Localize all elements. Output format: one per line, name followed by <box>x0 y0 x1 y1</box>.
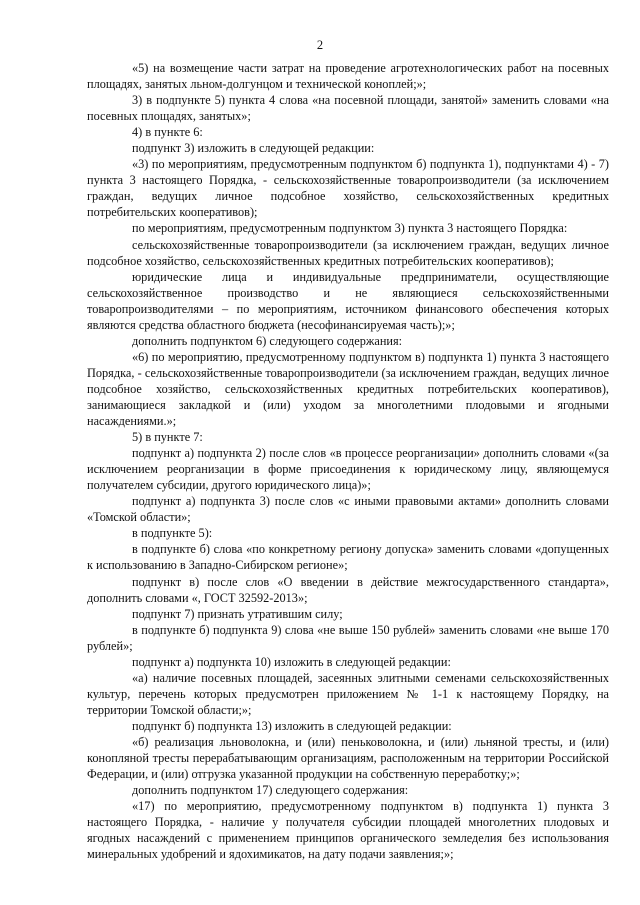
paragraph: «5) на возмещение части затрат на проведение агротехнологических работ на посевных площадях, занятых льном-долгунцом и технической коноплей;»; <box>87 61 609 92</box>
paragraph: юридические лица и индивидуальные предприниматели, осуществляющие сельскохозяйственное производство и не являющиеся сельскохозяйственными товаропроизводителями – по мероприятиям, источником финансового обеспечения которых являются средства областного бюджета (несофинансируемая часть);»; <box>87 269 609 332</box>
paragraph: 4) в пункте 6: <box>132 125 203 140</box>
paragraph: подпункт в) после слов «О введении в действие межгосударственного стандарта», дополнить словами «, ГОСТ 32592-2013»; <box>87 574 609 605</box>
paragraph: дополнить подпунктом 6) следующего содержания: <box>132 333 403 348</box>
paragraph: «б) реализация льноволокна, и (или) пеньковолокна, и (или) льняной тресты, и (или) конопляной тресты перерабатывающим организациям, расположенным на территории Российской Федерации, и (или) отгрузка указанной продукции на собственную переработку;»; <box>87 734 609 782</box>
paragraph: подпункт а) подпункта 3) после слов «с иными правовыми актами» дополнить словами «Томской области»; <box>87 494 609 525</box>
paragraph: «17) по мероприятию, предусмотренному подпунктом в) подпункта 1) пункта 3 настоящего Порядка, - наличие у получателя субсидии площадей многолетних плодовых и ягодных насаждений с применением принципов органического земледелия без использования минеральных удобрений и ядохимикатов, на дату подачи заявления;»; <box>87 799 609 862</box>
paragraph: подпункт 3) изложить в следующей редакции: <box>132 141 375 156</box>
paragraph: «а) наличие посевных площадей, засеянных элитными семенами сельскохозяйственных культур, перечень которых предусмотрен приложением № 1-1 к настоящему Порядку, на территории Томской области;»; <box>87 670 609 717</box>
paragraph: по мероприятиям, предусмотренным подпунктом 3) пункта 3 настоящего Порядка: <box>132 221 568 236</box>
paragraph: в подпункте б) подпункта 9) слова «не выше 150 рублей» заменить словами «не выше 170 рублей»; <box>87 622 609 653</box>
paragraph: подпункт 7) признать утратившим силу; <box>132 606 343 621</box>
paragraph: в подпункте 5): <box>132 526 213 541</box>
paragraph: подпункт б) подпункта 13) изложить в следующей редакции: <box>132 718 452 733</box>
paragraph: «6) по мероприятию, предусмотренному подпунктом в) подпункта 1) пункта 3 настоящего Порядка, - сельскохозяйственные товаропроизводители (за исключением граждан, ведущих личное подсобное хозяйство, сельскохозяйственных кредитных потребительских кооперативов), занимающиеся закладкой и (или) уходом за многолетними плодовыми и ягодными насаждениями.»; <box>87 349 609 429</box>
paragraph: подпункт а) подпункта 10) изложить в следующей редакции: <box>132 654 451 669</box>
paragraph: 5) в пункте 7: <box>132 430 203 445</box>
paragraph: «3) по мероприятиям, предусмотренным подпунктом б) подпункта 1), подпунктами 4) - 7) пункта 3 настоящего Порядка, - сельскохозяйственные товаропроизводители (за исключением граждан, ведущих личное подсобное хозяйство, сельскохозяйственных кредитных потребительских кооперативов); <box>87 157 609 220</box>
paragraph: в подпункте б) слова «по конкретному региону допуска» заменить словами «допущенных к использованию в Западно-Сибирском регионе»; <box>87 542 609 573</box>
paragraph: дополнить подпунктом 17) следующего содержания: <box>132 783 409 798</box>
paragraph: 3) в подпункте 5) пункта 4 слова «на посевной площади, занятой» заменить словами «на посевных площадях, занятых»; <box>87 93 609 124</box>
paragraph: сельскохозяйственные товаропроизводители (за исключением граждан, ведущих личное подсобное хозяйство, сельскохозяйственных кредитных потребительских кооперативов); <box>87 237 609 268</box>
page-number: 2 <box>316 38 324 52</box>
paragraph: подпункт а) подпункта 2) после слов «в процессе реорганизации» дополнить словами «(за исключением реорганизации в форме присоединения к юридическому лицу, являющемуся получателем субсидии, другого юридического лица)»; <box>87 446 609 493</box>
document-body <box>87 60 609 862</box>
